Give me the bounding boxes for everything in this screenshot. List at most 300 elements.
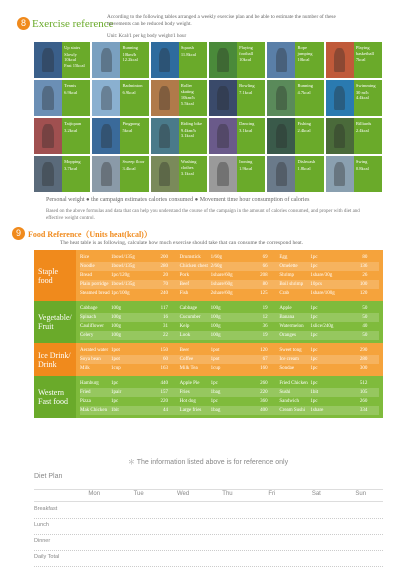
exercise-kcal: 10kcal	[239, 57, 252, 62]
exercise-photo	[92, 42, 120, 78]
exercise-item	[267, 80, 323, 116]
exercise-name: Playing football	[239, 45, 254, 56]
food-name: Oranges	[279, 333, 296, 338]
day-thu: Thu	[222, 491, 233, 497]
food-quantity: 1bowl/135g	[111, 282, 135, 287]
food-name: Spinach	[80, 315, 97, 320]
exercise-photo	[209, 80, 237, 116]
food-kcal: 44	[163, 408, 168, 413]
food-category-body	[76, 376, 383, 418]
exercise-photo	[267, 80, 295, 116]
food-row	[180, 313, 280, 322]
exercise-label	[295, 80, 323, 116]
exercise-photo	[326, 80, 354, 116]
diet-row-label: Breakfast	[34, 506, 58, 512]
food-name: Hot dog	[179, 399, 196, 404]
exercise-kcal: 11.8kcal	[180, 51, 197, 57]
exercise-photo	[326, 42, 354, 78]
food-name: Beef	[179, 282, 190, 287]
food-column	[80, 346, 180, 373]
exercise-photo	[151, 156, 179, 192]
exercise-kcal: 3.1kcal	[180, 171, 194, 176]
food-quantity: 100g	[210, 324, 221, 329]
food-category	[34, 250, 383, 301]
food-category	[34, 301, 383, 343]
exercise-item	[151, 42, 207, 78]
diet-plan-days	[34, 489, 383, 500]
exercise-item	[92, 156, 148, 192]
food-kcal: 208	[260, 273, 268, 278]
food-row	[80, 304, 180, 313]
food-row	[279, 253, 379, 262]
exercise-item	[92, 42, 148, 78]
exercise-name: Swing	[355, 159, 368, 164]
food-quantity: 100g	[111, 306, 121, 311]
food-name: Banana	[279, 315, 295, 320]
food-kcal: 66	[262, 264, 268, 269]
food-quantity: 1bag	[210, 390, 221, 395]
food-column	[180, 304, 280, 340]
food-quantity: 1pc	[310, 357, 318, 362]
diet-row-label: Dinner	[34, 538, 51, 544]
exercise-name: Squash	[180, 45, 194, 50]
food-row	[80, 313, 180, 322]
exercise-name: Swimming	[355, 83, 376, 88]
food-category-label: Ice Drink/ Drink	[34, 343, 76, 376]
food-kcal: 163	[160, 366, 168, 371]
food-quantity: 1pc	[310, 399, 318, 404]
exercise-label	[295, 42, 323, 78]
food-quantity: 1pc	[210, 381, 218, 386]
food-kcal: 220	[160, 399, 168, 404]
exercise-kcal: 2.4kcal	[297, 127, 311, 133]
exercise-photo	[267, 118, 295, 154]
food-name: Milk	[80, 366, 90, 371]
food-category-body	[76, 250, 383, 301]
food-kcal: 60	[163, 357, 168, 362]
food-kcal: 125	[260, 291, 268, 296]
food-name: Sandwich	[279, 399, 300, 404]
food-row	[279, 271, 379, 280]
exercise-photo	[209, 42, 237, 78]
exercise-label	[295, 156, 323, 192]
exercise-label	[237, 80, 265, 116]
exercise-kcal-extra: 4.4kcal	[355, 95, 369, 100]
food-name: Cabbage	[179, 306, 198, 311]
exercise-photo	[209, 156, 237, 192]
food-name: Rice	[80, 255, 90, 260]
exercise-photo	[151, 42, 179, 78]
exercise-name: Ironing	[239, 159, 253, 164]
food-name: Plain porridge	[80, 282, 109, 287]
exercise-description: According to the following tables arranged a weekly exercise plan and be able to estimate the number of these movements can be reduced body weight.	[107, 14, 336, 27]
food-name: Milk Tea	[179, 366, 198, 371]
food-row	[279, 331, 379, 340]
exercise-item	[34, 80, 90, 116]
food-kcal: 22	[163, 333, 168, 338]
food-column	[180, 379, 280, 415]
exercise-kcal: 2.4kcal	[355, 127, 369, 133]
food-kcal: 19	[262, 333, 268, 338]
food-quantity: 100g	[111, 324, 121, 329]
food-quantity: 1pot	[111, 348, 120, 353]
food-category	[34, 376, 383, 418]
food-quantity: 1bowl/135g	[111, 264, 135, 269]
food-row	[279, 388, 379, 397]
formula-explanation: Based on the above formulas and data that can help you understand the course of the campaign in the amount of calories consumed, and proper with diet and effective weight control.	[46, 209, 360, 221]
food-name: Egg	[279, 255, 288, 260]
exercise-photo	[34, 80, 62, 116]
exercise-item	[209, 118, 265, 154]
food-name: Beer	[179, 348, 190, 353]
food-quantity: 1share/30g	[310, 273, 333, 278]
food-name: Cabbage	[80, 306, 98, 311]
food-name: Celery	[80, 333, 94, 338]
exercise-label	[62, 156, 90, 192]
exercise-photo	[34, 156, 62, 192]
exercise-name: Playing basketball	[355, 45, 375, 56]
food-row	[279, 397, 379, 406]
exercise-kcal: 7.1kcal	[239, 89, 253, 95]
food-quantity: 1bit	[111, 408, 119, 413]
food-kcal: 220	[260, 390, 268, 395]
food-name: Pizza	[80, 399, 91, 404]
food-row	[80, 379, 180, 388]
food-row	[80, 406, 180, 415]
food-quantity: 1pot	[111, 357, 120, 362]
diet-row-label: Daily Total	[34, 554, 60, 560]
food-quantity: 100g	[210, 333, 221, 338]
food-quantity: 1cup	[111, 366, 121, 371]
exercise-item	[209, 80, 265, 116]
exercise-label	[354, 42, 382, 78]
food-row	[80, 289, 180, 298]
food-name: Kelp	[179, 324, 190, 329]
food-kcal: 334	[359, 408, 368, 413]
diet-row-breakfast[interactable]	[34, 502, 383, 519]
food-quantity: 100g	[111, 315, 121, 320]
food-row	[180, 322, 280, 331]
food-name: Boil shrimp	[279, 282, 304, 287]
exercise-photo	[92, 118, 120, 154]
food-row	[80, 346, 180, 355]
food-kcal: 512	[359, 381, 368, 386]
day-wed: Wed	[176, 491, 190, 497]
food-column	[80, 304, 180, 340]
food-quantity: 1pc	[310, 306, 318, 311]
food-column	[80, 379, 180, 415]
food-quantity: 1share/100g	[310, 291, 335, 296]
food-quantity: 1pc	[310, 381, 318, 386]
exercise-item	[92, 80, 148, 116]
food-kcal: 136	[359, 264, 368, 269]
food-quantity: 2share/60g	[210, 291, 233, 296]
exercise-photo	[92, 156, 120, 192]
food-category-label: Western Fast food	[34, 376, 76, 418]
food-row	[180, 304, 280, 313]
food-kcal: 260	[359, 399, 368, 404]
exercise-kcal: 10kcal	[297, 57, 310, 62]
food-quantity: 1pc/120g	[111, 273, 130, 278]
exercise-item	[151, 156, 207, 192]
food-name: Cauliflower	[80, 324, 104, 329]
reference-note: ＊ The information listed above is for reference only	[127, 459, 289, 466]
food-kcal: 50	[362, 333, 368, 338]
exercise-kcal: 5kcal	[122, 127, 133, 133]
exercise-kcal: 30 m/h	[355, 89, 369, 95]
exercise-name: Roller skating	[180, 83, 194, 94]
food-row	[180, 289, 280, 298]
food-column	[279, 304, 379, 340]
personal-formula: Personal weight ● the campaign estimates calories consumed ● Movement time hour consumption of calories	[46, 197, 310, 203]
food-quantity: 1bag	[210, 408, 221, 413]
exercise-name: Running	[122, 45, 138, 50]
food-name: Fries	[179, 390, 190, 395]
exercise-photo	[209, 118, 237, 154]
food-row	[279, 406, 379, 415]
food-name: Drumstick	[179, 255, 201, 260]
exercise-photo	[267, 156, 295, 192]
food-name: Sweet tong	[279, 348, 302, 353]
exercise-kcal: 3.4kcal	[122, 165, 136, 171]
food-category-body	[76, 301, 383, 343]
food-kcal: 160	[260, 366, 268, 371]
food-name: Chicken chest	[179, 264, 208, 269]
diet-plan-title: Diet Plan	[34, 473, 63, 480]
section-8-badge: 8	[17, 17, 30, 30]
food-quantity: 1cup	[210, 366, 221, 371]
food-kcal: 67	[262, 357, 268, 362]
food-row	[279, 262, 379, 271]
food-quantity: 1pot	[210, 348, 220, 353]
exercise-item	[34, 118, 90, 154]
food-column	[80, 253, 180, 298]
food-name: Bread	[80, 273, 92, 278]
food-name: Sondae	[279, 366, 295, 371]
exercise-label	[62, 42, 90, 78]
food-name: Fried	[80, 390, 91, 395]
exercise-item	[34, 156, 90, 192]
exercise-item	[92, 118, 148, 154]
exercise-item	[326, 42, 382, 78]
food-kcal: 105	[359, 390, 368, 395]
exercise-item	[34, 42, 90, 78]
exercise-kcal: Slowly 10kcal	[64, 51, 77, 62]
food-kcal: 100	[359, 282, 368, 287]
exercise-name: Washing clothes	[180, 159, 197, 170]
food-kcal: 80	[262, 282, 268, 287]
exercise-item	[267, 118, 323, 154]
food-row	[180, 406, 280, 415]
food-name: Large fries	[179, 408, 202, 413]
food-kcal: 150	[160, 348, 168, 353]
food-row	[180, 271, 280, 280]
day-mon: Mon	[88, 491, 101, 497]
day-sun: Sun	[355, 491, 367, 497]
food-row	[180, 388, 280, 397]
exercise-item	[151, 118, 207, 154]
exercise-kcal: 9.4km/h	[180, 127, 196, 133]
food-row	[279, 322, 379, 331]
food-name: Cucumber	[179, 315, 201, 320]
food-row	[80, 355, 180, 364]
exercise-name: Taijiquan	[64, 121, 82, 126]
exercise-kcal: 0.8kcal	[355, 165, 369, 171]
food-name: Hamburg	[80, 381, 99, 386]
exercise-kcal: 7kcal	[355, 57, 366, 62]
food-name: Apple	[279, 306, 292, 311]
food-row	[80, 331, 180, 340]
food-quantity: 10pcs	[310, 282, 322, 287]
food-row	[279, 379, 379, 388]
exercise-kcal-extra: 3.1kcal	[180, 133, 194, 138]
section-9-badge: 9	[12, 227, 25, 240]
food-row	[180, 262, 280, 271]
food-row	[279, 289, 379, 298]
exercise-kcal: 10km/h	[180, 95, 195, 100]
exercise-photo	[34, 118, 62, 154]
food-quantity: 100g	[210, 306, 221, 311]
food-row	[180, 346, 280, 355]
food-column	[279, 253, 379, 298]
exercise-grid	[34, 42, 382, 192]
exercise-label	[237, 156, 265, 192]
exercise-kcal: 6.9kcal	[122, 89, 136, 95]
food-name: Fried Chicken	[279, 381, 308, 386]
exercise-name: Riding bike	[180, 121, 202, 126]
food-quantity: 1bowl/135g	[111, 255, 135, 260]
food-name: Shrimp	[279, 273, 295, 278]
food-kcal: 12	[262, 315, 268, 320]
food-quantity: 1share	[310, 408, 324, 413]
food-row	[80, 262, 180, 271]
exercise-item	[267, 42, 323, 78]
food-quantity: 1pc	[310, 333, 318, 338]
exercise-photo	[326, 118, 354, 154]
food-row	[180, 253, 280, 262]
food-quantity: 1pot	[210, 357, 220, 362]
food-quantity: 1pair	[111, 390, 122, 395]
exercise-label	[179, 80, 207, 116]
exercise-kcal: 3.7kcal	[64, 165, 78, 171]
food-kcal: 360	[260, 399, 268, 404]
diet-row-lunch[interactable]	[34, 518, 383, 535]
food-name: Look	[179, 333, 191, 338]
food-kcal: 80	[362, 255, 368, 260]
food-name: Watermelon	[279, 324, 304, 329]
exercise-label	[120, 80, 148, 116]
food-column	[279, 379, 379, 415]
food-quantity: 1pc	[310, 348, 318, 353]
food-name: Sushi	[279, 390, 291, 395]
food-name: Steamed bread	[80, 291, 110, 296]
food-kcal: 157	[160, 390, 168, 395]
food-quantity: 1pc	[111, 399, 119, 404]
diet-row-daily-total[interactable]	[34, 550, 383, 567]
exercise-label	[295, 118, 323, 154]
exercise-kcal: 6.9kcal	[64, 89, 78, 95]
food-quantity: 1slice/240g	[310, 324, 334, 329]
food-category	[34, 343, 383, 376]
exercise-label	[237, 118, 265, 154]
day-tue: Tue	[133, 491, 144, 497]
food-quantity: 1share/60g	[210, 282, 233, 287]
food-row	[279, 355, 379, 364]
food-kcal: 400	[260, 408, 268, 413]
exercise-name: Sweep floor	[122, 159, 145, 164]
food-name: Cream Sushi	[279, 408, 306, 413]
food-quantity: 1pc	[310, 255, 318, 260]
food-row	[80, 397, 180, 406]
exercise-item	[326, 80, 382, 116]
food-kcal: 440	[160, 381, 168, 386]
food-kcal: 40	[362, 324, 368, 329]
food-kcal: 280	[359, 357, 368, 362]
food-name: Ice cream	[279, 357, 299, 362]
exercise-item	[326, 156, 382, 192]
exercise-label	[120, 156, 148, 192]
food-row	[279, 364, 379, 373]
food-kcal: 300	[359, 366, 368, 371]
food-kcal: 31	[163, 324, 168, 329]
food-row	[80, 280, 180, 289]
exercise-label	[179, 42, 207, 78]
exercise-name: Dancing	[239, 121, 255, 126]
food-table	[34, 250, 383, 418]
food-name: Mak Chicken	[80, 408, 108, 413]
day-fri: Fri	[268, 491, 276, 497]
food-kcal: 120	[359, 291, 368, 296]
exercise-name: Running	[297, 83, 313, 88]
food-row	[279, 313, 379, 322]
exercise-item	[209, 156, 265, 192]
exercise-item	[209, 42, 265, 78]
exercise-name: Mopping	[64, 159, 81, 164]
exercise-photo	[151, 118, 179, 154]
food-kcal: 290	[359, 348, 368, 353]
food-quantity: 1pc/100g	[111, 291, 130, 296]
exercise-label	[120, 42, 148, 78]
exercise-photo	[151, 80, 179, 116]
food-category-label: Vegetable/ Fruit	[34, 301, 76, 343]
food-category-body	[76, 343, 383, 376]
food-quantity: 1bit	[310, 390, 319, 395]
exercise-unit: Unit: Kcal/1 per kg body weight/1 hour	[107, 34, 187, 39]
exercise-label	[179, 118, 207, 154]
exercise-name: Up stairs	[64, 45, 81, 50]
exercise-name: Billiards	[355, 121, 372, 126]
food-name: Crab	[279, 291, 290, 296]
food-quantity: 1/60g	[210, 255, 223, 260]
food-name: Pork	[179, 273, 190, 278]
food-quantity: 1pc	[310, 366, 318, 371]
exercise-name: Rope jumping	[297, 45, 313, 56]
food-row	[180, 280, 280, 289]
diet-row-dinner[interactable]	[34, 534, 383, 551]
exercise-kcal: 3.2kcal	[64, 127, 78, 133]
day-sat: Sat	[311, 491, 321, 497]
exercise-label	[237, 42, 265, 78]
food-row	[279, 346, 379, 355]
exercise-kcal: 1.8kcal	[297, 165, 311, 171]
exercise-photo	[326, 156, 354, 192]
food-kcal: 69	[262, 255, 268, 260]
exercise-item	[267, 156, 323, 192]
food-row	[180, 364, 280, 373]
food-quantity: 2/60g	[210, 264, 223, 269]
food-column	[279, 346, 379, 373]
exercise-label	[120, 118, 148, 154]
